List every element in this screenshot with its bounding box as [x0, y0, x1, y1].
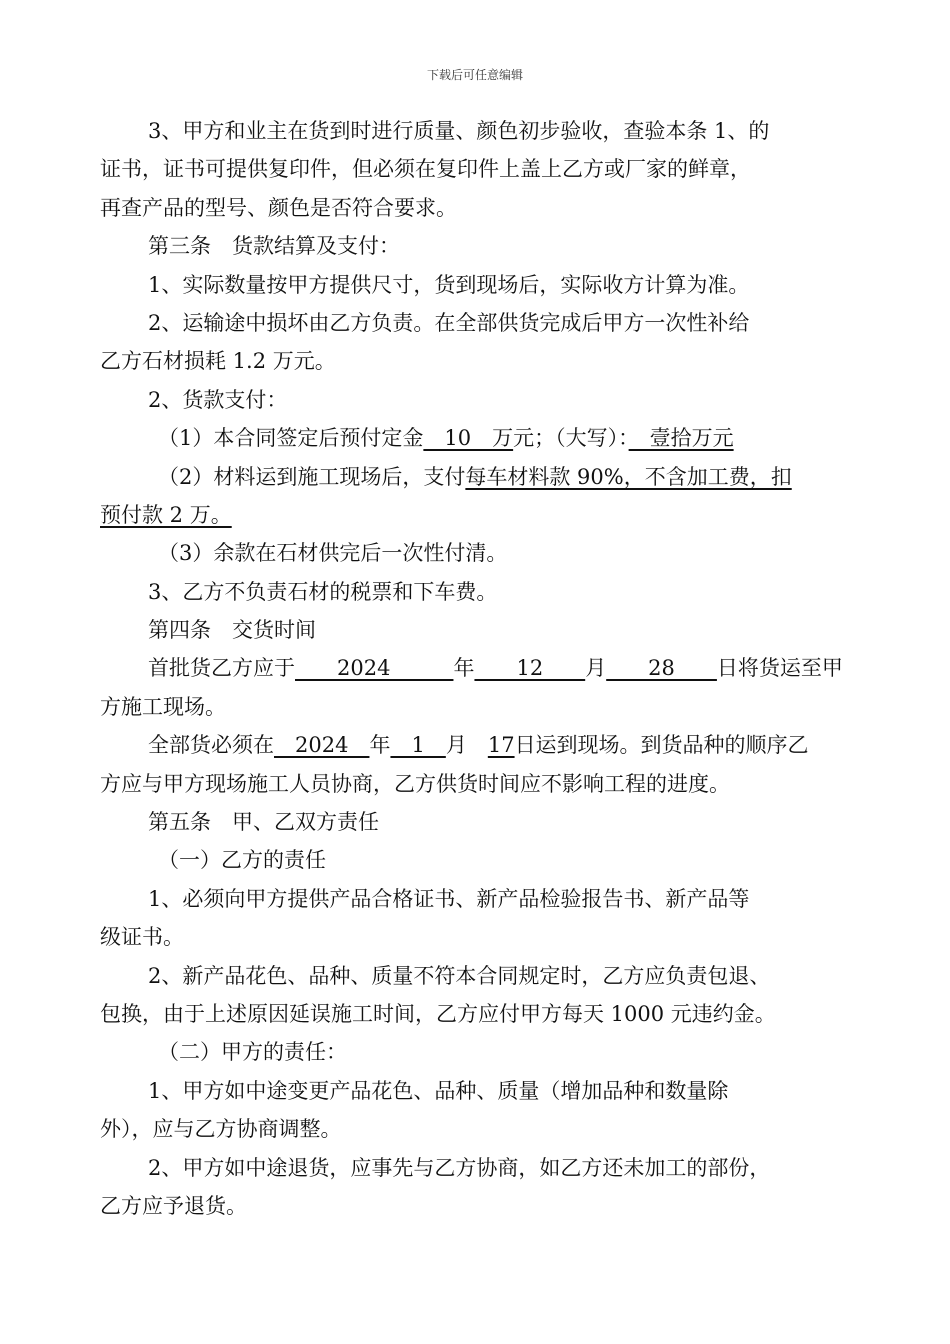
payment-terms: 每车材料款 90%，不含加工费，扣 [465, 464, 792, 489]
delivery-month: 12 [474, 656, 586, 681]
section-title-3: 第三条 货款结算及支付： [148, 234, 400, 259]
payment-text: 元；（大写）： [513, 426, 629, 451]
paragraph-line: 1、必须向甲方提供产品合格证书、新产品检验报告书、新产品等 [148, 886, 750, 911]
paragraph-line: 方应与甲方现场施工人员协商，乙方供货时间应不影响工程的进度。 [100, 771, 730, 796]
payment-terms: 预付款 2 万。 [100, 502, 232, 527]
subsection-title: （一）乙方的责任 [158, 848, 326, 873]
paragraph-line: 方施工现场。 [100, 694, 226, 719]
delivery-text: 年 [369, 733, 391, 758]
paragraph-line: 3、乙方不负责石材的税票和下车费。 [148, 579, 498, 604]
subsection-title: （二）甲方的责任： [158, 1040, 347, 1065]
paragraph-line: 再查产品的型号、颜色是否符合要求。 [100, 195, 457, 220]
paragraph-line: 包换，由于上述原因延误施工时间，乙方应付甲方每天 1000 元违约金。 [100, 1001, 776, 1026]
delivery-year: 2024 [274, 733, 370, 758]
page-header: 下载后可任意编辑 [426, 68, 523, 82]
delivery-date-all [100, 726, 852, 764]
delivery-date-first [100, 649, 852, 687]
paragraph-line: 乙方应予退货。 [100, 1193, 247, 1218]
paragraph-line: 级证书。 [100, 925, 184, 950]
payment-item-1 [100, 419, 852, 457]
delivery-text: 日将货运至甲 [716, 656, 843, 681]
delivery-text: 年 [453, 656, 475, 681]
paragraph-line: 2、运输途中损坏由乙方负责。在全部供货完成后甲方一次性补给 [148, 310, 750, 335]
paragraph-line: 2、新产品花色、品种、质量不符本合同规定时，乙方应负责包退、 [148, 963, 771, 988]
delivery-day: 17 [487, 733, 515, 758]
paragraph-line: 2、甲方如中途退货，应事先与乙方协商，如乙方还未加工的部份， [148, 1155, 771, 1180]
paragraph-line: 3、甲方和业主在货到时进行质量、颜色初步验收，查验本条 1、的 [148, 119, 770, 143]
deposit-amount-uppercase: 壹拾万元 [628, 426, 734, 451]
paragraph-line: 外），应与乙方协商调整。 [100, 1117, 342, 1142]
delivery-day: 28 [606, 656, 717, 681]
paragraph-line: 证书，证书可提供复印件，但必须在复印件上盖上乙方或厂家的鲜章， [100, 157, 751, 182]
payment-item-2 [100, 458, 852, 496]
payment-text: （1）本合同签定后预付定金 [158, 426, 424, 451]
delivery-month: 1 [390, 733, 446, 758]
delivery-text: 月 [445, 733, 488, 758]
payment-item-3: （3）余款在石材供完后一次性付清。 [158, 541, 508, 566]
delivery-text: 首批货乙方应于 [148, 656, 295, 681]
deposit-amount: 10 万 [423, 426, 514, 451]
paragraph-line: 2、货款支付： [148, 387, 288, 412]
paragraph-line: 1、实际数量按甲方提供尺寸，货到现场后，实际收方计算为准。 [148, 272, 750, 297]
contract-body [100, 112, 852, 1225]
paragraph-line: 1、甲方如中途变更产品花色、品种、质量（增加品种和数量除 [148, 1078, 729, 1103]
paragraph-line: 乙方石材损耗 1.2 万元。 [100, 349, 336, 374]
delivery-year: 2024 [295, 656, 454, 681]
delivery-text: 日运到现场。到货品种的顺序乙 [514, 733, 809, 758]
payment-text: （2）材料运到施工现场后，支付 [158, 464, 466, 489]
section-title-5: 第五条 甲、乙双方责任 [148, 810, 379, 835]
delivery-text: 全部货必须在 [148, 733, 274, 758]
section-title-4: 第四条 交货时间 [148, 618, 316, 643]
delivery-text: 月 [585, 656, 607, 681]
payment-item-2-cont [100, 496, 852, 534]
